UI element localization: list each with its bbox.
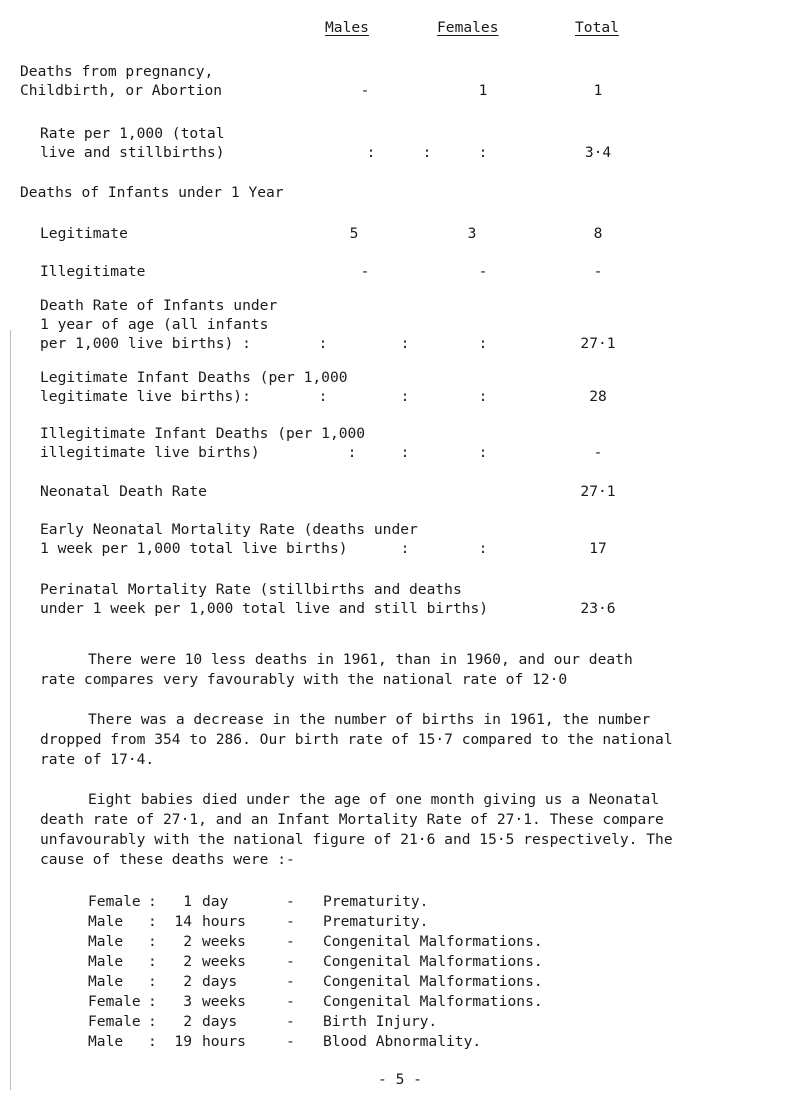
cause-colon: : [148, 993, 157, 1010]
value-total: - [593, 444, 603, 461]
paragraph-line: unfavourably with the national figure of 21·6 and 15·5 respectively. The [40, 831, 673, 848]
value-females: : [422, 144, 432, 161]
cause-duration-unit: hours [202, 913, 246, 930]
cause-colon: : [148, 953, 157, 970]
cause-text: Congenital Malformations. [323, 933, 543, 950]
cause-colon: : [148, 1013, 157, 1030]
cause-duration-unit: days [202, 973, 238, 990]
cause-dash: - [286, 1033, 295, 1050]
cause-colon: : [148, 933, 157, 950]
cause-colon: : [148, 893, 157, 910]
value-total: 17 [589, 540, 607, 557]
value-total: 3·4 [584, 144, 612, 161]
cause-sex: Female [88, 893, 141, 910]
value-females: 1 [478, 82, 488, 99]
row-label-line: per 1,000 live births) : [40, 335, 251, 352]
cause-duration-number: 14 [174, 913, 192, 930]
value-females: 3 [467, 225, 477, 242]
paragraph-line: dropped from 354 to 286. Our birth rate of 15·7 compared to the national [40, 731, 673, 748]
row-label-line: illegitimate live births) [40, 444, 260, 461]
leader-colon: : [478, 444, 488, 461]
section-heading: Deaths of Infants under 1 Year [20, 184, 284, 201]
row-label-line: legitimate live births): [40, 388, 251, 405]
cause-sex: Male [88, 933, 124, 950]
paragraph-line: There was a decrease in the number of births in 1961, the number [88, 711, 651, 728]
row-label-line: Legitimate Infant Deaths (per 1,000 [40, 369, 348, 386]
cause-duration-number: 2 [183, 1013, 192, 1030]
value-males: - [360, 82, 370, 99]
paragraph-line: cause of these deaths were :- [40, 851, 295, 868]
cause-text: Congenital Malformations. [323, 993, 543, 1010]
cause-duration-unit: day [202, 893, 229, 910]
cause-sex: Female [88, 993, 141, 1010]
cause-duration-number: 2 [183, 933, 192, 950]
row-label-line: 1 week per 1,000 total live births) [40, 540, 348, 557]
cause-sex: Male [88, 953, 124, 970]
cause-colon: : [148, 1033, 157, 1050]
column-header-total: Total [575, 19, 619, 36]
value-males: : [318, 335, 328, 352]
cause-duration-number: 2 [183, 973, 192, 990]
row-label-line: Rate per 1,000 (total [40, 125, 225, 142]
cause-dash: - [286, 913, 295, 930]
leader-colon: : [478, 144, 488, 161]
cause-sex: Male [88, 1033, 124, 1050]
value-total: 8 [593, 225, 603, 242]
row-label-line: Illegitimate Infant Deaths (per 1,000 [40, 425, 366, 442]
row-label-line: under 1 week per 1,000 total live and still births) [40, 600, 489, 617]
cause-text: Birth Injury. [323, 1013, 438, 1030]
value-males: 5 [349, 225, 359, 242]
cause-text: Prematurity. [323, 893, 429, 910]
cause-duration-number: 1 [183, 893, 192, 910]
paragraph-line: death rate of 27·1, and an Infant Mortality Rate of 27·1. These compare [40, 811, 664, 828]
cause-dash: - [286, 953, 295, 970]
value-total: 1 [593, 82, 603, 99]
cause-dash: - [286, 933, 295, 950]
row-label-line: Neonatal Death Rate [40, 483, 207, 500]
page-scan-edge [10, 330, 11, 1090]
cause-sex: Male [88, 913, 124, 930]
cause-duration-unit: weeks [202, 933, 246, 950]
cause-text: Congenital Malformations. [323, 973, 543, 990]
column-header-females: Females [437, 19, 499, 36]
row-label-line: live and stillbirths) [40, 144, 225, 161]
row-label-line: 1 year of age (all infants [40, 316, 269, 333]
value-total: - [593, 263, 603, 280]
paragraph-line: rate of 17·4. [40, 751, 155, 768]
row-label-line: Childbirth, or Abortion [20, 82, 223, 99]
value-males: : [318, 388, 328, 405]
cause-duration-unit: days [202, 1013, 238, 1030]
value-females: : [400, 388, 410, 405]
cause-duration-number: 19 [174, 1033, 192, 1050]
cause-duration-unit: weeks [202, 953, 246, 970]
row-label-line: Early Neonatal Mortality Rate (deaths under [40, 521, 418, 538]
value-total: 28 [589, 388, 607, 405]
value-females: : [400, 540, 410, 557]
row-label-line: Illegitimate [40, 263, 146, 280]
row-label-line: Perinatal Mortality Rate (stillbirths and deaths [40, 581, 462, 598]
row-label-line: Deaths from pregnancy, [20, 63, 214, 80]
cause-text: Congenital Malformations. [323, 953, 543, 970]
value-females: : [400, 335, 410, 352]
cause-duration-number: 2 [183, 953, 192, 970]
cause-duration-unit: weeks [202, 993, 246, 1010]
cause-duration-number: 3 [183, 993, 192, 1010]
value-total: 27·1 [580, 483, 616, 500]
value-males: - [360, 263, 370, 280]
cause-sex: Female [88, 1013, 141, 1030]
value-total: 23·6 [580, 600, 616, 617]
cause-text: Prematurity. [323, 913, 429, 930]
paragraph-line: There were 10 less deaths in 1961, than in 1960, and our death [88, 651, 633, 668]
value-females: : [400, 444, 410, 461]
page-number: - 5 - [378, 1071, 422, 1088]
row-label-line: Legitimate [40, 225, 128, 242]
paragraph-line: rate compares very favourably with the national rate of 12·0 [40, 671, 568, 688]
cause-dash: - [286, 993, 295, 1010]
row-label-line: Death Rate of Infants under [40, 297, 278, 314]
cause-colon: : [148, 973, 157, 990]
cause-dash: - [286, 893, 295, 910]
paragraph-line: Eight babies died under the age of one month giving us a Neonatal [88, 791, 660, 808]
cause-duration-unit: hours [202, 1033, 246, 1050]
value-males: : [366, 144, 376, 161]
leader-colon: : [478, 540, 488, 557]
value-males: : [347, 444, 357, 461]
column-header-males: Males [325, 19, 369, 36]
cause-text: Blood Abnormality. [323, 1033, 482, 1050]
value-females: - [478, 263, 488, 280]
cause-dash: - [286, 1013, 295, 1030]
cause-colon: : [148, 913, 157, 930]
cause-sex: Male [88, 973, 124, 990]
value-total: 27·1 [580, 335, 616, 352]
leader-colon: : [478, 335, 488, 352]
cause-dash: - [286, 973, 295, 990]
leader-colon: : [478, 388, 488, 405]
